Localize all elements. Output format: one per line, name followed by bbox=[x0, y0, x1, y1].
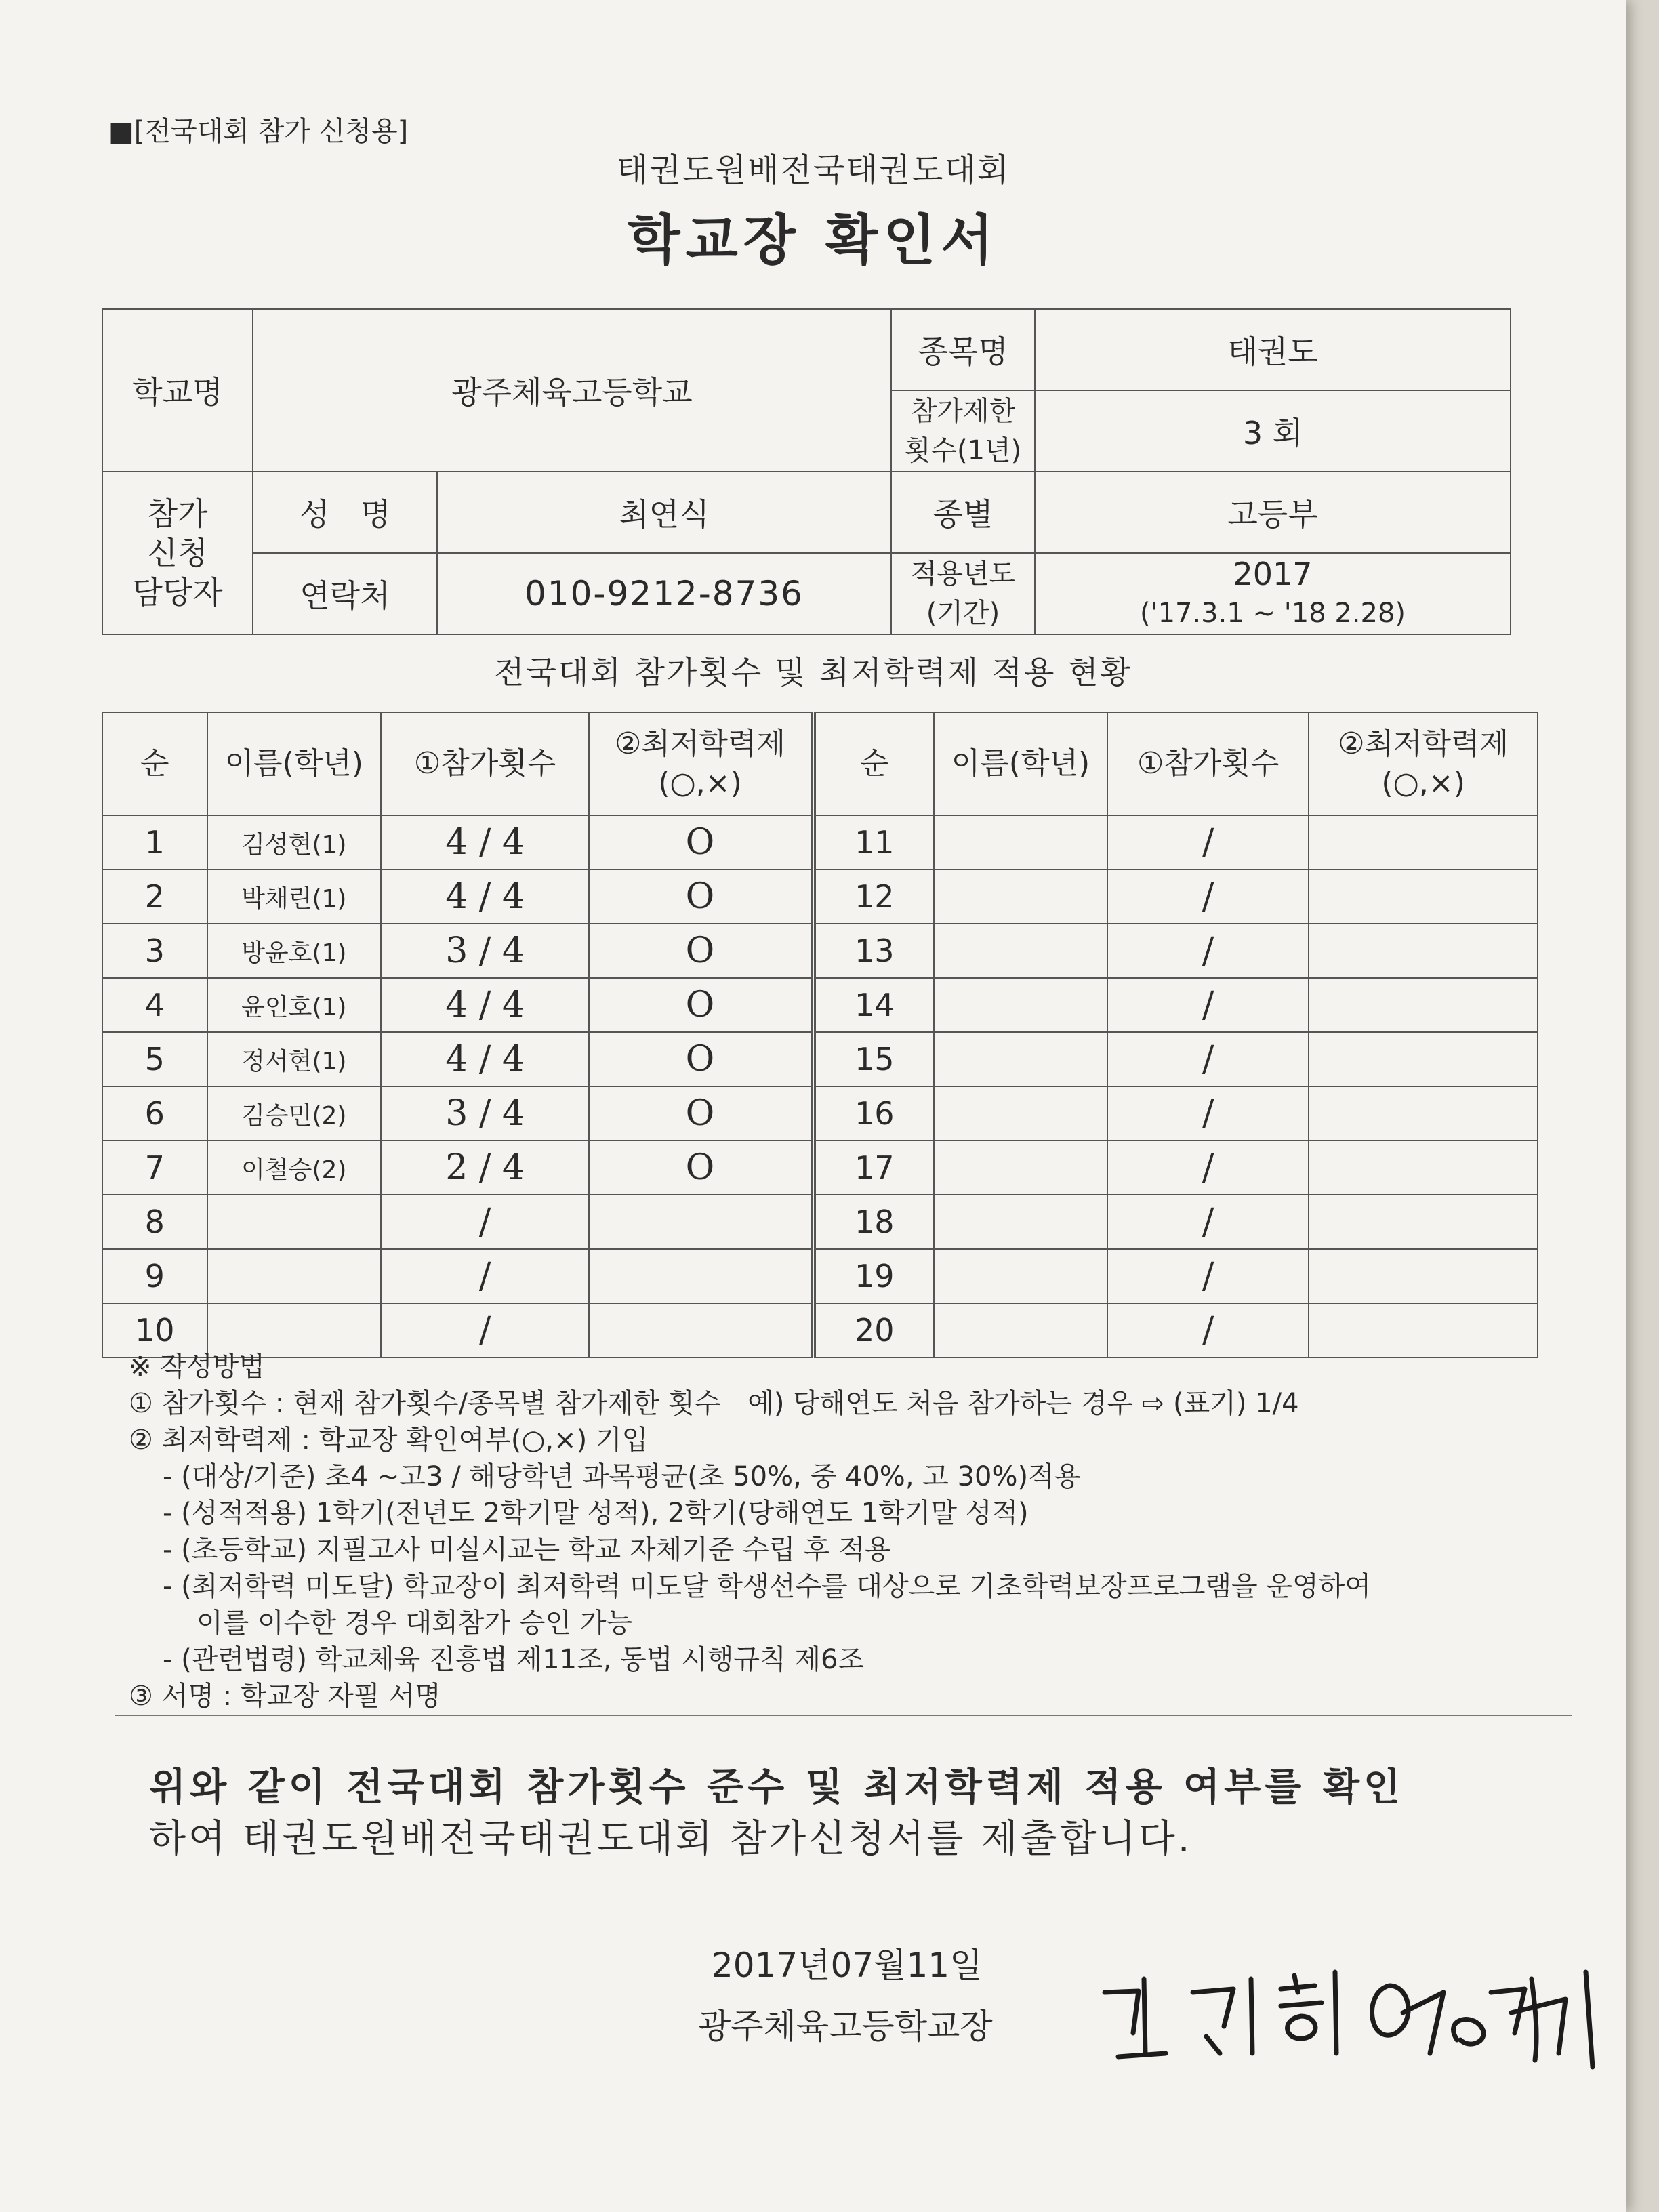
participation-count: 3 / 4 bbox=[381, 924, 589, 978]
row-number: 16 bbox=[813, 1086, 934, 1141]
table-row bbox=[102, 1249, 1538, 1303]
row-number: 8 bbox=[102, 1195, 207, 1249]
table-row bbox=[102, 869, 1538, 924]
form-tag: ■[전국대회 참가 신청용] bbox=[108, 116, 409, 147]
participation-count: / bbox=[1107, 815, 1309, 869]
row-number: 10 bbox=[102, 1303, 207, 1357]
min-grade-mark: O bbox=[589, 869, 813, 924]
participation-count: / bbox=[381, 1249, 589, 1303]
student-name bbox=[934, 869, 1107, 924]
student-name: 이철승(2) bbox=[207, 1141, 381, 1195]
row-number: 2 bbox=[102, 869, 207, 924]
min-grade-mark bbox=[1309, 1195, 1538, 1249]
table-row bbox=[102, 815, 1538, 869]
table-row bbox=[102, 978, 1538, 1032]
participation-count: / bbox=[1107, 924, 1309, 978]
participation-count: / bbox=[1107, 1195, 1309, 1249]
note-2d: - (최저학력 미도달) 학교장이 최저학력 미도달 학생선수를 대상으로 기초학력보장프로그램을 운영하여 bbox=[163, 1571, 1371, 1602]
applicant-label-line1: 참가 bbox=[147, 495, 208, 532]
document-title: 학교장 확인서 bbox=[628, 209, 999, 272]
event-value: 태권도 bbox=[1035, 309, 1511, 390]
participation-count: / bbox=[1107, 869, 1309, 924]
min-grade-mark bbox=[589, 1249, 813, 1303]
participation-count: 4 / 4 bbox=[381, 869, 589, 924]
contact-label: 연락처 bbox=[253, 553, 437, 634]
participation-count: 2 / 4 bbox=[381, 1141, 589, 1195]
participation-count: 4 / 4 bbox=[381, 815, 589, 869]
row-number: 4 bbox=[102, 978, 207, 1032]
contact-value: 010-9212-8736 bbox=[437, 553, 891, 634]
header-name-2: 이름(학년) bbox=[934, 712, 1107, 815]
table-row bbox=[102, 1032, 1538, 1086]
row-number: 7 bbox=[102, 1141, 207, 1195]
header-min-grade-2-line1: ②최저학력제 bbox=[1338, 726, 1509, 761]
row-number: 14 bbox=[813, 978, 934, 1032]
student-name bbox=[934, 1032, 1107, 1086]
row-number: 19 bbox=[813, 1249, 934, 1303]
student-name bbox=[934, 1086, 1107, 1141]
limit-label-line2: 횟수(1년) bbox=[904, 435, 1022, 466]
note-2a: - (대상/기준) 초4 ~고3 / 해당학년 과목평균(초 50%, 중 40%, 고 30%)적용 bbox=[163, 1461, 1081, 1492]
status-table-title: 전국대회 참가횟수 및 최저학력제 적용 현황 bbox=[494, 654, 1132, 691]
min-grade-mark: O bbox=[589, 924, 813, 978]
min-grade-mark: O bbox=[589, 1086, 813, 1141]
limit-label bbox=[891, 390, 1035, 472]
participation-table bbox=[102, 712, 1538, 1358]
note-2e: 이를 이수한 경우 대회참가 승인 가능 bbox=[197, 1607, 633, 1639]
row-number: 3 bbox=[102, 924, 207, 978]
confirm-line2: 하여 태권도원배전국태권도대회 참가신청서를 제출합니다. bbox=[149, 1817, 1193, 1861]
student-name bbox=[934, 924, 1107, 978]
student-name bbox=[934, 815, 1107, 869]
note-2c: - (초등학교) 지필고사 미실시교는 학교 자체기준 수립 후 적용 bbox=[163, 1534, 891, 1565]
header-min-grade-2 bbox=[1309, 712, 1538, 815]
confirm-line1: 위와 같이 전국대회 참가횟수 준수 및 최저학력제 적용 여부를 확인 bbox=[149, 1765, 1405, 1809]
participation-count: / bbox=[1107, 978, 1309, 1032]
participation-count: / bbox=[381, 1303, 589, 1357]
table-row bbox=[102, 1086, 1538, 1141]
table-row bbox=[102, 1141, 1538, 1195]
limit-value: 3 회 bbox=[1035, 390, 1511, 472]
student-name bbox=[934, 1141, 1107, 1195]
participation-count: 3 / 4 bbox=[381, 1086, 589, 1141]
notes-heading: ※ 작성방법 bbox=[129, 1351, 265, 1382]
student-name: 김승민(2) bbox=[207, 1086, 381, 1141]
header-min-grade-line1: ②최저학력제 bbox=[615, 726, 785, 761]
header-count: ①참가횟수 bbox=[381, 712, 589, 815]
min-grade-mark bbox=[1309, 978, 1538, 1032]
participation-count: / bbox=[1107, 1303, 1309, 1357]
document-subtitle: 태권도원배전국태권도대회 bbox=[616, 151, 1010, 189]
note-1: ① 참가횟수 : 현재 참가횟수/종목별 참가제한 횟수 예) 당해연도 처음 참가하는 경우 ⇨ (표기) 1/4 bbox=[129, 1388, 1299, 1419]
student-name: 방윤호(1) bbox=[207, 924, 381, 978]
participation-count: 4 / 4 bbox=[381, 1032, 589, 1086]
year-label-line1: 적용년도 bbox=[910, 558, 1016, 590]
student-name bbox=[934, 1249, 1107, 1303]
writing-instructions bbox=[129, 1349, 1552, 1715]
row-number: 20 bbox=[813, 1303, 934, 1357]
student-name: 박채린(1) bbox=[207, 869, 381, 924]
min-grade-mark: O bbox=[589, 1141, 813, 1195]
confirmation-statement bbox=[149, 1762, 1545, 1865]
row-number: 9 bbox=[102, 1249, 207, 1303]
limit-label-line1: 참가제한 bbox=[910, 396, 1016, 427]
note-2f: - (관련법령) 학교체육 진흥법 제11조, 동법 시행규칙 제6조 bbox=[163, 1644, 865, 1675]
division-label: 종별 bbox=[891, 472, 1035, 553]
table-row bbox=[102, 1195, 1538, 1249]
header-count-2: ①참가횟수 bbox=[1107, 712, 1309, 815]
applicant-label bbox=[102, 472, 253, 634]
participation-count: / bbox=[381, 1195, 589, 1249]
row-number: 13 bbox=[813, 924, 934, 978]
name-label: 성 명 bbox=[253, 472, 437, 553]
school-label: 학교명 bbox=[102, 309, 253, 472]
participation-count: 4 / 4 bbox=[381, 978, 589, 1032]
student-name bbox=[934, 978, 1107, 1032]
min-grade-mark: O bbox=[589, 815, 813, 869]
applicant-label-line2: 신청 bbox=[147, 535, 208, 571]
student-name: 윤인호(1) bbox=[207, 978, 381, 1032]
header-no-2: 순 bbox=[813, 712, 934, 815]
min-grade-mark bbox=[589, 1195, 813, 1249]
min-grade-mark bbox=[1309, 1141, 1538, 1195]
min-grade-mark bbox=[1309, 1249, 1538, 1303]
principal-signature bbox=[1091, 1952, 1620, 2074]
min-grade-mark bbox=[1309, 924, 1538, 978]
principal-title: 광주체육고등학교장 bbox=[698, 2007, 993, 2046]
period-value: ('17.3.1 ~ '18 2.28) bbox=[1139, 598, 1406, 629]
row-number: 5 bbox=[102, 1032, 207, 1086]
min-grade-mark bbox=[1309, 1032, 1538, 1086]
school-value: 광주체육고등학교 bbox=[253, 309, 891, 472]
event-label: 종목명 bbox=[891, 309, 1035, 390]
note-3: ③ 서명 : 학교장 자필 서명 bbox=[129, 1681, 441, 1712]
participation-count: / bbox=[1107, 1141, 1309, 1195]
row-number: 17 bbox=[813, 1141, 934, 1195]
division-value: 고등부 bbox=[1035, 472, 1511, 553]
min-grade-mark: O bbox=[589, 978, 813, 1032]
row-number: 18 bbox=[813, 1195, 934, 1249]
row-number: 1 bbox=[102, 815, 207, 869]
table-row bbox=[102, 924, 1538, 978]
header-no: 순 bbox=[102, 712, 207, 815]
student-name bbox=[207, 1249, 381, 1303]
min-grade-mark bbox=[1309, 869, 1538, 924]
year-label-line2: (기간) bbox=[926, 598, 1000, 629]
name-value: 최연식 bbox=[437, 472, 891, 553]
note-2: ② 최저학력제 : 학교장 확인여부(○,×) 기입 bbox=[129, 1425, 649, 1456]
year-value: 2017 bbox=[1233, 556, 1313, 592]
min-grade-mark bbox=[1309, 1086, 1538, 1141]
header-min-grade-2-line2: (○,×) bbox=[1381, 766, 1465, 800]
student-name: 김성현(1) bbox=[207, 815, 381, 869]
header-min-grade-line2: (○,×) bbox=[658, 766, 742, 800]
min-grade-mark bbox=[1309, 815, 1538, 869]
applicant-label-line3: 담당자 bbox=[132, 574, 223, 611]
participation-count: / bbox=[1107, 1032, 1309, 1086]
row-number: 11 bbox=[813, 815, 934, 869]
student-name bbox=[207, 1195, 381, 1249]
row-number: 12 bbox=[813, 869, 934, 924]
row-number: 6 bbox=[102, 1086, 207, 1141]
min-grade-mark: O bbox=[589, 1032, 813, 1086]
year-label bbox=[891, 553, 1035, 634]
school-info-table bbox=[102, 308, 1511, 635]
note-2b: - (성적적용) 1학기(전년도 2학기말 성적), 2학기(당해연도 1학기말 성적) bbox=[163, 1498, 1029, 1529]
participation-count: / bbox=[1107, 1086, 1309, 1141]
header-name: 이름(학년) bbox=[207, 712, 381, 815]
participation-count: / bbox=[1107, 1249, 1309, 1303]
issue-date: 2017년07월11일 bbox=[712, 1946, 983, 1985]
year-value-cell bbox=[1035, 553, 1511, 634]
student-name bbox=[934, 1195, 1107, 1249]
header-min-grade bbox=[589, 712, 813, 815]
divider-line bbox=[115, 1715, 1572, 1716]
student-name: 정서현(1) bbox=[207, 1032, 381, 1086]
row-number: 15 bbox=[813, 1032, 934, 1086]
